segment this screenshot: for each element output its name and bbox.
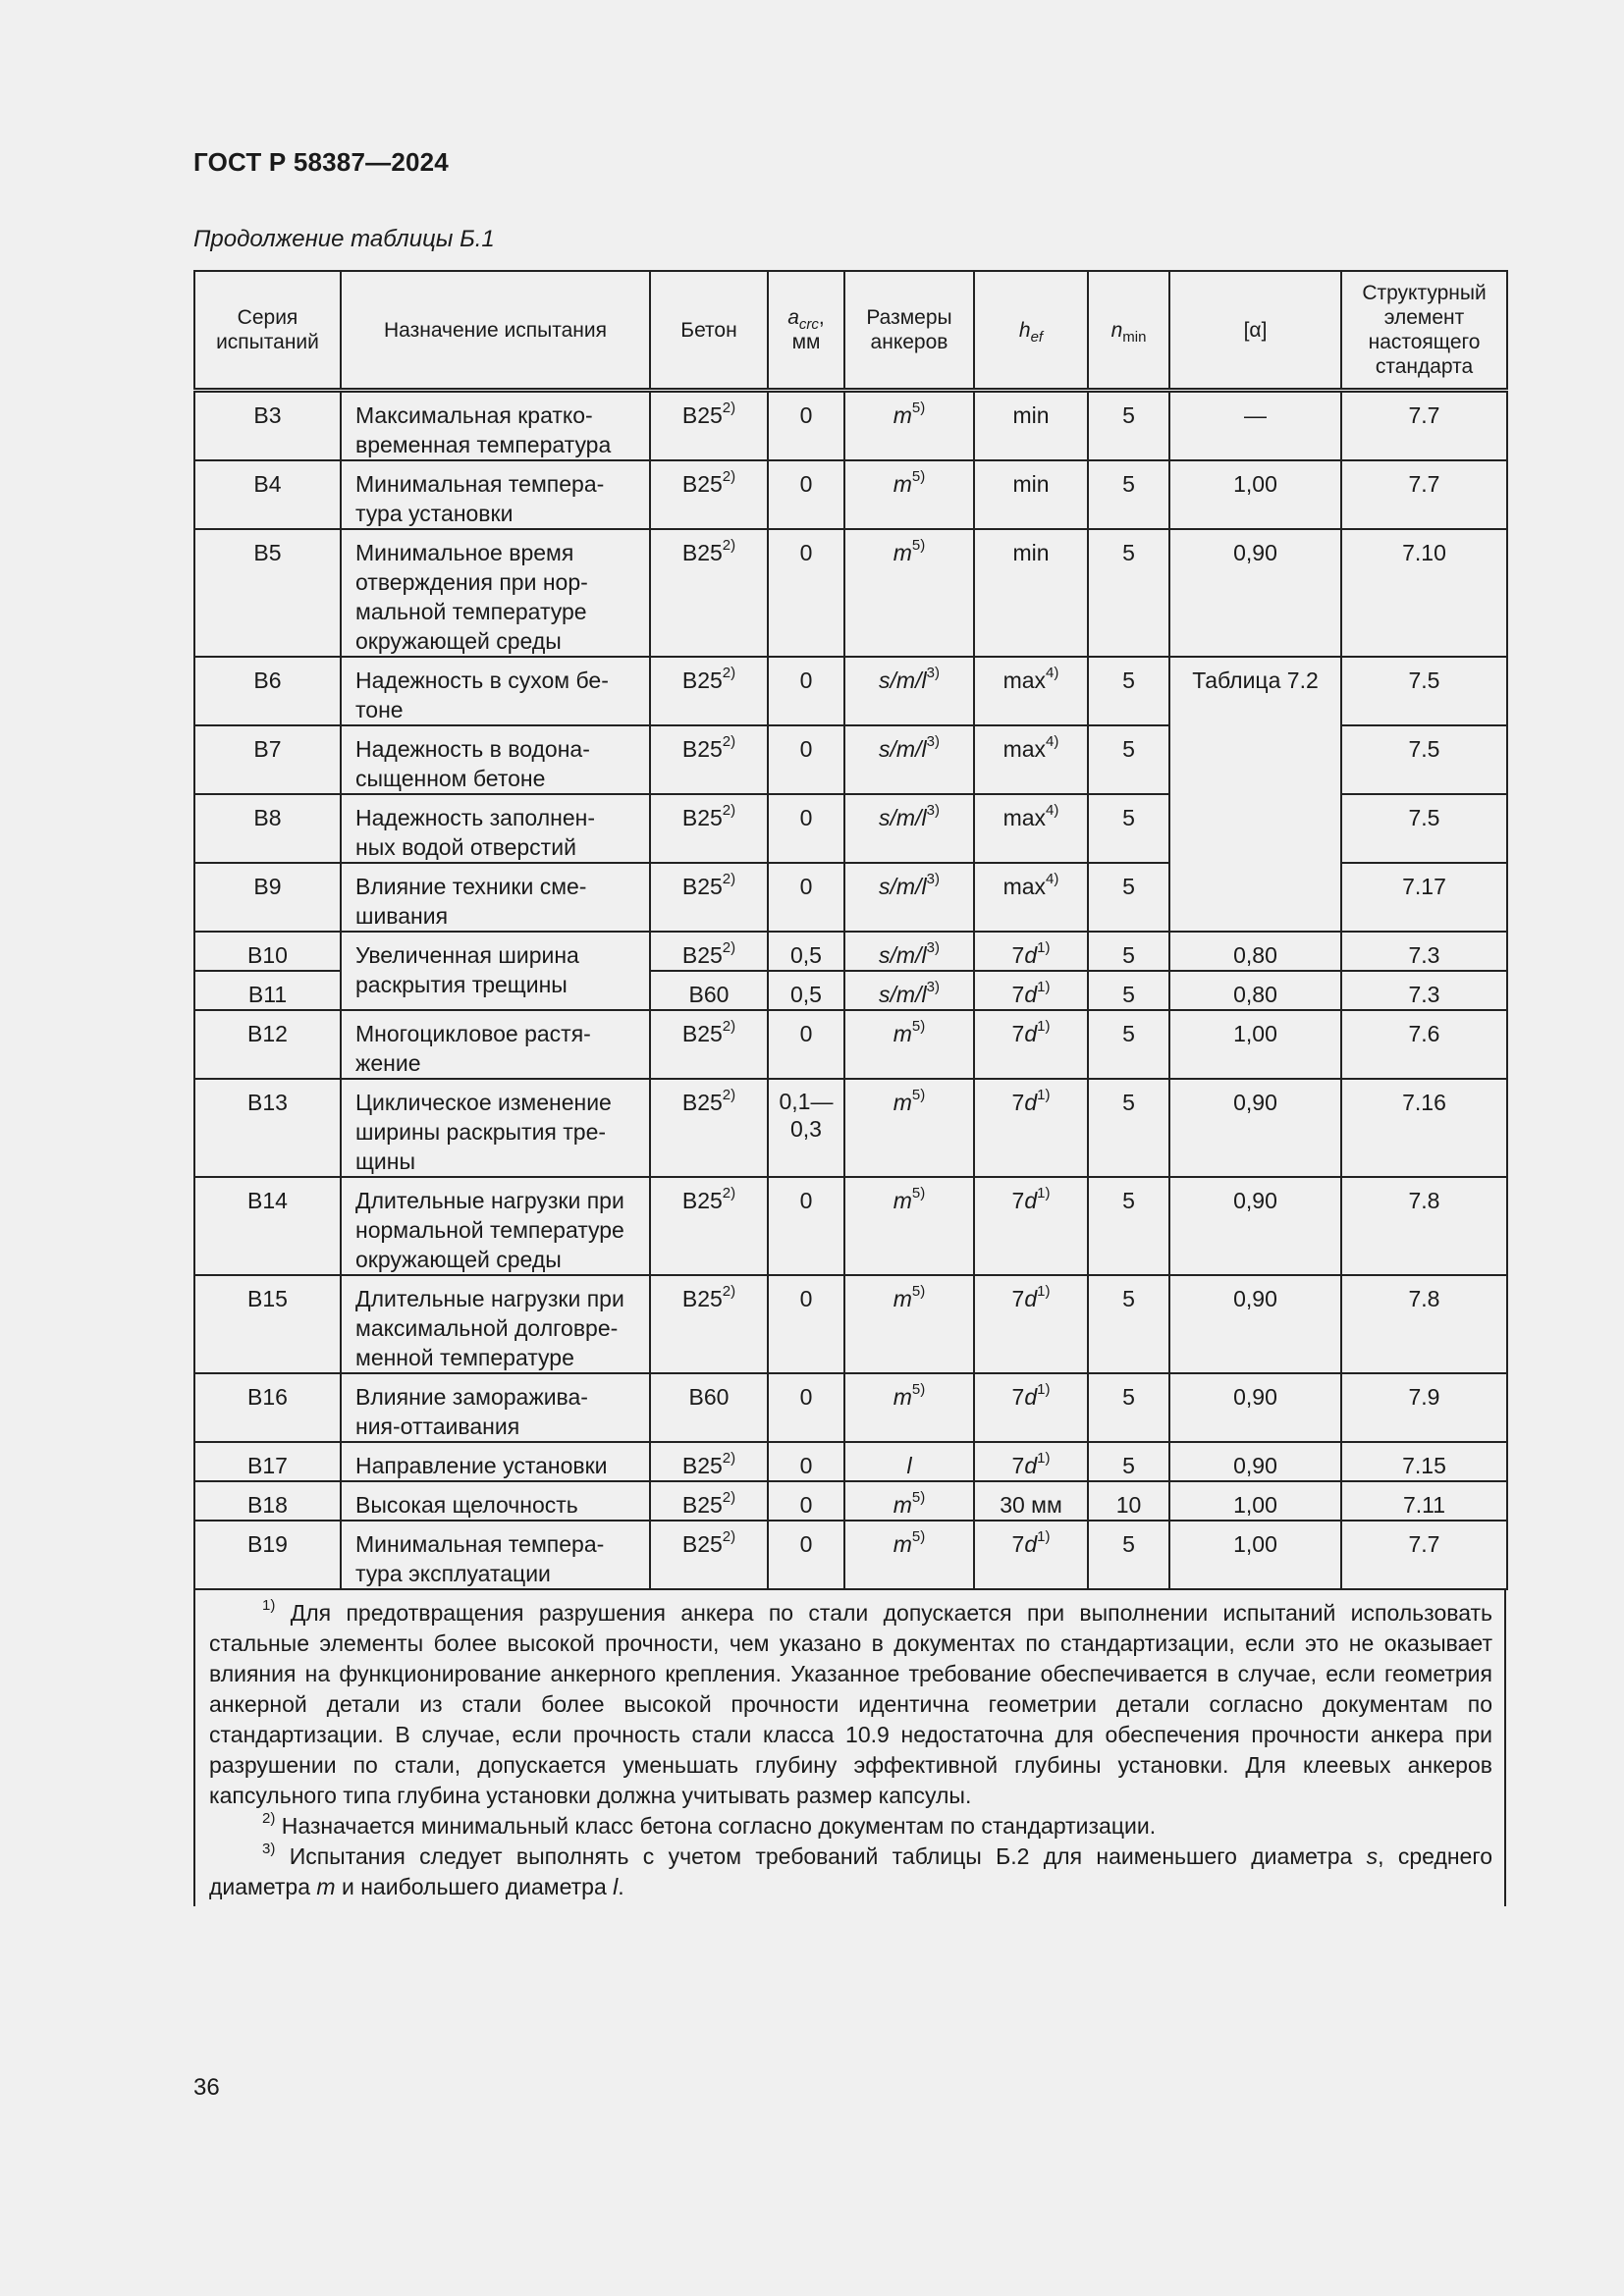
cell-acrc: 0	[768, 1521, 844, 1589]
cell-nmin: 5	[1088, 1010, 1169, 1079]
cell-acrc: 0	[768, 1373, 844, 1442]
cell-acrc: 0	[768, 391, 844, 461]
purpose-line: нормальной температуре	[355, 1217, 624, 1243]
table-row	[194, 1177, 1507, 1275]
table-row	[194, 1521, 1507, 1589]
cell-alpha: —	[1169, 391, 1341, 461]
cell-acrc: 0	[768, 1177, 844, 1275]
purpose-line: Многоцикловое растя-	[355, 1021, 591, 1046]
cell-purpose	[341, 1177, 650, 1275]
cell-purpose	[341, 1521, 650, 1589]
cell-hef: min	[974, 529, 1088, 657]
cell-element: 7.7	[1341, 391, 1507, 461]
cell-acrc: 0	[768, 460, 844, 529]
cell-concrete: B25$^{2)}$	[650, 1481, 768, 1521]
cell-concrete: B25$^{2)}$	[650, 1010, 768, 1079]
cell-concrete: B25$^{2)}$	[650, 460, 768, 529]
cell-series: B19	[194, 1521, 341, 1589]
purpose-line: тоне	[355, 697, 404, 722]
cell-alpha: Таблица 7.2	[1169, 657, 1341, 932]
cell-purpose	[341, 725, 650, 794]
table-row	[194, 460, 1507, 529]
cell-acrc: 0	[768, 794, 844, 863]
cell-nmin: 5	[1088, 1373, 1169, 1442]
table-row	[194, 391, 1507, 461]
cell-nmin: 5	[1088, 529, 1169, 657]
cell-series: B9	[194, 863, 341, 932]
cell-series: B15	[194, 1275, 341, 1373]
cell-series: B5	[194, 529, 341, 657]
table-container	[193, 270, 1506, 1906]
cell-element: 7.10	[1341, 529, 1507, 657]
purpose-line: Длительные нагрузки при	[355, 1188, 624, 1213]
cell-purpose	[341, 932, 650, 1010]
cell-alpha: 1,00	[1169, 1481, 1341, 1521]
cell-series: B17	[194, 1442, 341, 1481]
cell-element: 7.3	[1341, 932, 1507, 971]
cell-nmin: 5	[1088, 1442, 1169, 1481]
purpose-line: Минимальная темпера-	[355, 471, 605, 497]
cell-size: $m^{5)}$	[844, 1079, 974, 1177]
purpose-line: щины	[355, 1148, 416, 1174]
purpose-line: Высокая щелочность	[355, 1492, 578, 1518]
cell-series: B18	[194, 1481, 341, 1521]
cell-series: B3	[194, 391, 341, 461]
header-purpose: Назначение испытания	[341, 271, 650, 391]
cell-element: 7.8	[1341, 1177, 1507, 1275]
cell-concrete: B60	[650, 1373, 768, 1442]
table-row	[194, 1481, 1507, 1521]
cell-alpha: 1,00	[1169, 460, 1341, 529]
purpose-line: менной температуре	[355, 1345, 574, 1370]
purpose-line: Надежность в водона-	[355, 736, 590, 762]
cell-hef: 30 мм	[974, 1481, 1088, 1521]
cell-element: 7.3	[1341, 971, 1507, 1010]
cell-size: $m^{5)}$	[844, 460, 974, 529]
cell-concrete: B25$^{2)}$	[650, 1442, 768, 1481]
purpose-line: тура установки	[355, 501, 514, 526]
purpose-line: Циклическое изменение	[355, 1090, 612, 1115]
header-hef: $h_{ef}$	[974, 271, 1088, 391]
page-number: 36	[193, 2074, 220, 2101]
cell-hef: $\max^{4)}$	[974, 657, 1088, 725]
cell-element: 7.11	[1341, 1481, 1507, 1521]
header-alpha: [α]	[1169, 271, 1341, 391]
test-series-table	[193, 270, 1508, 1590]
cell-purpose	[341, 1079, 650, 1177]
cell-size: $s/m/l^{3)}$	[844, 794, 974, 863]
cell-nmin: 5	[1088, 932, 1169, 971]
cell-series: B11	[194, 971, 341, 1010]
purpose-line: Влияние заморажива-	[355, 1384, 588, 1410]
purpose-line: тура эксплуатации	[355, 1561, 551, 1586]
cell-hef: $7d^{1)}$	[974, 971, 1088, 1010]
cell-alpha: 1,00	[1169, 1010, 1341, 1079]
cell-alpha: 0,80	[1169, 971, 1341, 1010]
cell-size: $m^{5)}$	[844, 1521, 974, 1589]
cell-size: l	[844, 1442, 974, 1481]
cell-size: $m^{5)}$	[844, 1373, 974, 1442]
cell-element: 7.5	[1341, 725, 1507, 794]
cell-acrc: 0	[768, 1481, 844, 1521]
cell-hef: min	[974, 460, 1088, 529]
header-series: Серия испытаний	[194, 271, 341, 391]
purpose-line: окружающей среды	[355, 628, 562, 654]
cell-acrc: 0	[768, 1442, 844, 1481]
purpose-line: Максимальная кратко-	[355, 402, 593, 428]
table-row	[194, 1275, 1507, 1373]
cell-alpha: 0,90	[1169, 529, 1341, 657]
cell-purpose	[341, 391, 650, 461]
cell-alpha: 0,90	[1169, 1275, 1341, 1373]
purpose-line: мальной температуре	[355, 599, 587, 624]
cell-concrete: B25$^{2)}$	[650, 725, 768, 794]
cell-nmin: 5	[1088, 794, 1169, 863]
cell-purpose	[341, 1442, 650, 1481]
purpose-line: Длительные нагрузки при	[355, 1286, 624, 1311]
purpose-line: Увеличенная ширина	[355, 942, 579, 968]
cell-purpose	[341, 657, 650, 725]
header-concrete: Бетон	[650, 271, 768, 391]
cell-size: $m^{5)}$	[844, 1275, 974, 1373]
cell-concrete: B25$^{2)}$	[650, 1177, 768, 1275]
cell-size: $s/m/l^{3)}$	[844, 657, 974, 725]
cell-size: $s/m/l^{3)}$	[844, 863, 974, 932]
cell-nmin: 5	[1088, 1521, 1169, 1589]
footnote-1: $^{1)}$ Для предотвращения разрушения анкера по стали допускается при выполнении испытаний использовать стальные элементы более высокой прочности, чем указано в документах по стандартизации, если это не оказывает влияния на функционирование анкерного крепления. Указанное требование обеспечивается в случае, если геометрия анкерной детали из стали более высокой прочности идентична геометрии детали согласно документам по стандартизации. В случае, если прочность стали класса 10.9 недостаточна для обеспечения прочности анкера при разрушении по стали, допускается уменьшать глубину эффективной глубины установки. Для клеевых анкеров капсульного типа глубина установки должна учитывать размер капсулы.	[209, 1597, 1492, 1808]
table-row	[194, 932, 1507, 971]
cell-size: $m^{5)}$	[844, 1177, 974, 1275]
cell-hef: $7d^{1)}$	[974, 1010, 1088, 1079]
cell-element: 7.16	[1341, 1079, 1507, 1177]
cell-series: B7	[194, 725, 341, 794]
cell-concrete: B25$^{2)}$	[650, 932, 768, 971]
header-nmin: $n_{min}$	[1088, 271, 1169, 391]
purpose-line: раскрытия трещины	[355, 972, 568, 997]
cell-hef: $7d^{1)}$	[974, 1521, 1088, 1589]
cell-hef: $\max^{4)}$	[974, 794, 1088, 863]
cell-series: B14	[194, 1177, 341, 1275]
cell-hef: min	[974, 391, 1088, 461]
cell-series: B13	[194, 1079, 341, 1177]
cell-element: 7.7	[1341, 460, 1507, 529]
cell-hef: $7d^{1)}$	[974, 932, 1088, 971]
cell-concrete: B25$^{2)}$	[650, 657, 768, 725]
cell-size: $m^{5)}$	[844, 391, 974, 461]
table-footnotes	[193, 1590, 1506, 1906]
cell-acrc: 0	[768, 863, 844, 932]
cell-acrc: 0	[768, 1010, 844, 1079]
cell-purpose	[341, 1010, 650, 1079]
cell-size: $m^{5)}$	[844, 529, 974, 657]
cell-hef: $7d^{1)}$	[974, 1079, 1088, 1177]
cell-concrete: B25$^{2)}$	[650, 1275, 768, 1373]
footnote-2: $^{2)}$ Назначается минимальный класс бетона согласно документам по стандартизации.	[262, 1810, 1157, 1839]
cell-acrc: 0,5	[768, 971, 844, 1010]
cell-purpose	[341, 460, 650, 529]
purpose-line: ширины раскрытия тре-	[355, 1119, 607, 1145]
purpose-line: Влияние техники сме-	[355, 874, 587, 899]
cell-series: B4	[194, 460, 341, 529]
cell-purpose	[341, 1481, 650, 1521]
purpose-line: ных водой отверстий	[355, 834, 576, 860]
purpose-line: Надежность в сухом бе-	[355, 667, 609, 693]
cell-size: $s/m/l^{3)}$	[844, 971, 974, 1010]
cell-purpose	[341, 794, 650, 863]
cell-nmin: 5	[1088, 971, 1169, 1010]
cell-acrc: 0	[768, 725, 844, 794]
cell-size: $s/m/l^{3)}$	[844, 725, 974, 794]
table-row	[194, 1442, 1507, 1481]
cell-hef: $\max^{4)}$	[974, 725, 1088, 794]
cell-hef: $7d^{1)}$	[974, 1373, 1088, 1442]
cell-concrete: B25$^{2)}$	[650, 391, 768, 461]
purpose-line: временная температура	[355, 432, 612, 457]
cell-concrete: B25$^{2)}$	[650, 529, 768, 657]
cell-hef: $\max^{4)}$	[974, 863, 1088, 932]
cell-alpha: 0,80	[1169, 932, 1341, 971]
cell-nmin: 5	[1088, 863, 1169, 932]
purpose-line: Надежность заполнен-	[355, 805, 595, 830]
header-acrc: $a_{crc}$, мм	[768, 271, 844, 391]
document-header: ГОСТ Р 58387—2024	[193, 147, 449, 177]
purpose-line: ния-оттаивания	[355, 1414, 520, 1439]
cell-element: 7.15	[1341, 1442, 1507, 1481]
purpose-line: жение	[355, 1050, 421, 1076]
cell-element: 7.17	[1341, 863, 1507, 932]
cell-alpha: 0,90	[1169, 1177, 1341, 1275]
cell-acrc: 0,5	[768, 932, 844, 971]
table-header-row	[194, 271, 1507, 391]
cell-nmin: 5	[1088, 391, 1169, 461]
cell-element: 7.8	[1341, 1275, 1507, 1373]
cell-element: 7.7	[1341, 1521, 1507, 1589]
purpose-line: окружающей среды	[355, 1247, 562, 1272]
cell-element: 7.6	[1341, 1010, 1507, 1079]
cell-concrete: B25$^{2)}$	[650, 863, 768, 932]
cell-purpose	[341, 529, 650, 657]
table-row	[194, 657, 1507, 725]
purpose-line: Минимальная темпера-	[355, 1531, 605, 1557]
cell-alpha: 0,90	[1169, 1373, 1341, 1442]
header-sizes: Размеры анкеров	[844, 271, 974, 391]
purpose-line: сыщенном бетоне	[355, 766, 546, 791]
table-row	[194, 529, 1507, 657]
cell-size: $m^{5)}$	[844, 1010, 974, 1079]
cell-acrc: 0	[768, 1275, 844, 1373]
table-row	[194, 1010, 1507, 1079]
cell-nmin: 5	[1088, 657, 1169, 725]
cell-concrete: B25$^{2)}$	[650, 1079, 768, 1177]
cell-concrete: B25$^{2)}$	[650, 794, 768, 863]
cell-acrc: 0,1— 0,3	[768, 1079, 844, 1177]
cell-acrc: 0	[768, 529, 844, 657]
table-row	[194, 1373, 1507, 1442]
cell-nmin: 5	[1088, 1177, 1169, 1275]
table-row	[194, 1079, 1507, 1177]
cell-element: 7.5	[1341, 794, 1507, 863]
cell-size: $s/m/l^{3)}$	[844, 932, 974, 971]
cell-element: 7.9	[1341, 1373, 1507, 1442]
cell-alpha: 0,90	[1169, 1442, 1341, 1481]
cell-alpha: 1,00	[1169, 1521, 1341, 1589]
cell-concrete: B60	[650, 971, 768, 1010]
cell-hef: $7d^{1)}$	[974, 1442, 1088, 1481]
cell-alpha: 0,90	[1169, 1079, 1341, 1177]
cell-series: B10	[194, 932, 341, 971]
cell-series: B8	[194, 794, 341, 863]
cell-hef: $7d^{1)}$	[974, 1275, 1088, 1373]
purpose-line: Минимальное время	[355, 540, 574, 565]
table-caption: Продолжение таблицы Б.1	[193, 226, 495, 252]
table-body	[194, 391, 1507, 1590]
cell-nmin: 5	[1088, 1079, 1169, 1177]
cell-series: B6	[194, 657, 341, 725]
purpose-line: шивания	[355, 903, 449, 929]
cell-nmin: 5	[1088, 460, 1169, 529]
cell-series: B16	[194, 1373, 341, 1442]
cell-size: $m^{5)}$	[844, 1481, 974, 1521]
cell-nmin: 5	[1088, 725, 1169, 794]
cell-acrc: 0	[768, 657, 844, 725]
cell-series: B12	[194, 1010, 341, 1079]
cell-nmin: 10	[1088, 1481, 1169, 1521]
cell-purpose	[341, 1373, 650, 1442]
cell-purpose	[341, 863, 650, 932]
cell-hef: $7d^{1)}$	[974, 1177, 1088, 1275]
footnote-3: $^{3)}$ Испытания следует выполнять с учетом требований таблицы Б.2 для наименьшего диаметра s, среднего диаметра m и наибольшего диаметра l.	[209, 1841, 1493, 1899]
cell-nmin: 5	[1088, 1275, 1169, 1373]
cell-purpose	[341, 1275, 650, 1373]
cell-element: 7.5	[1341, 657, 1507, 725]
cell-concrete: B25$^{2)}$	[650, 1521, 768, 1589]
purpose-line: Направление установки	[355, 1453, 608, 1478]
purpose-line: максимальной долговре-	[355, 1315, 619, 1341]
purpose-line: отверждения при нор-	[355, 569, 588, 595]
header-element: Структурный элемент настоящего стандарта	[1341, 271, 1507, 391]
